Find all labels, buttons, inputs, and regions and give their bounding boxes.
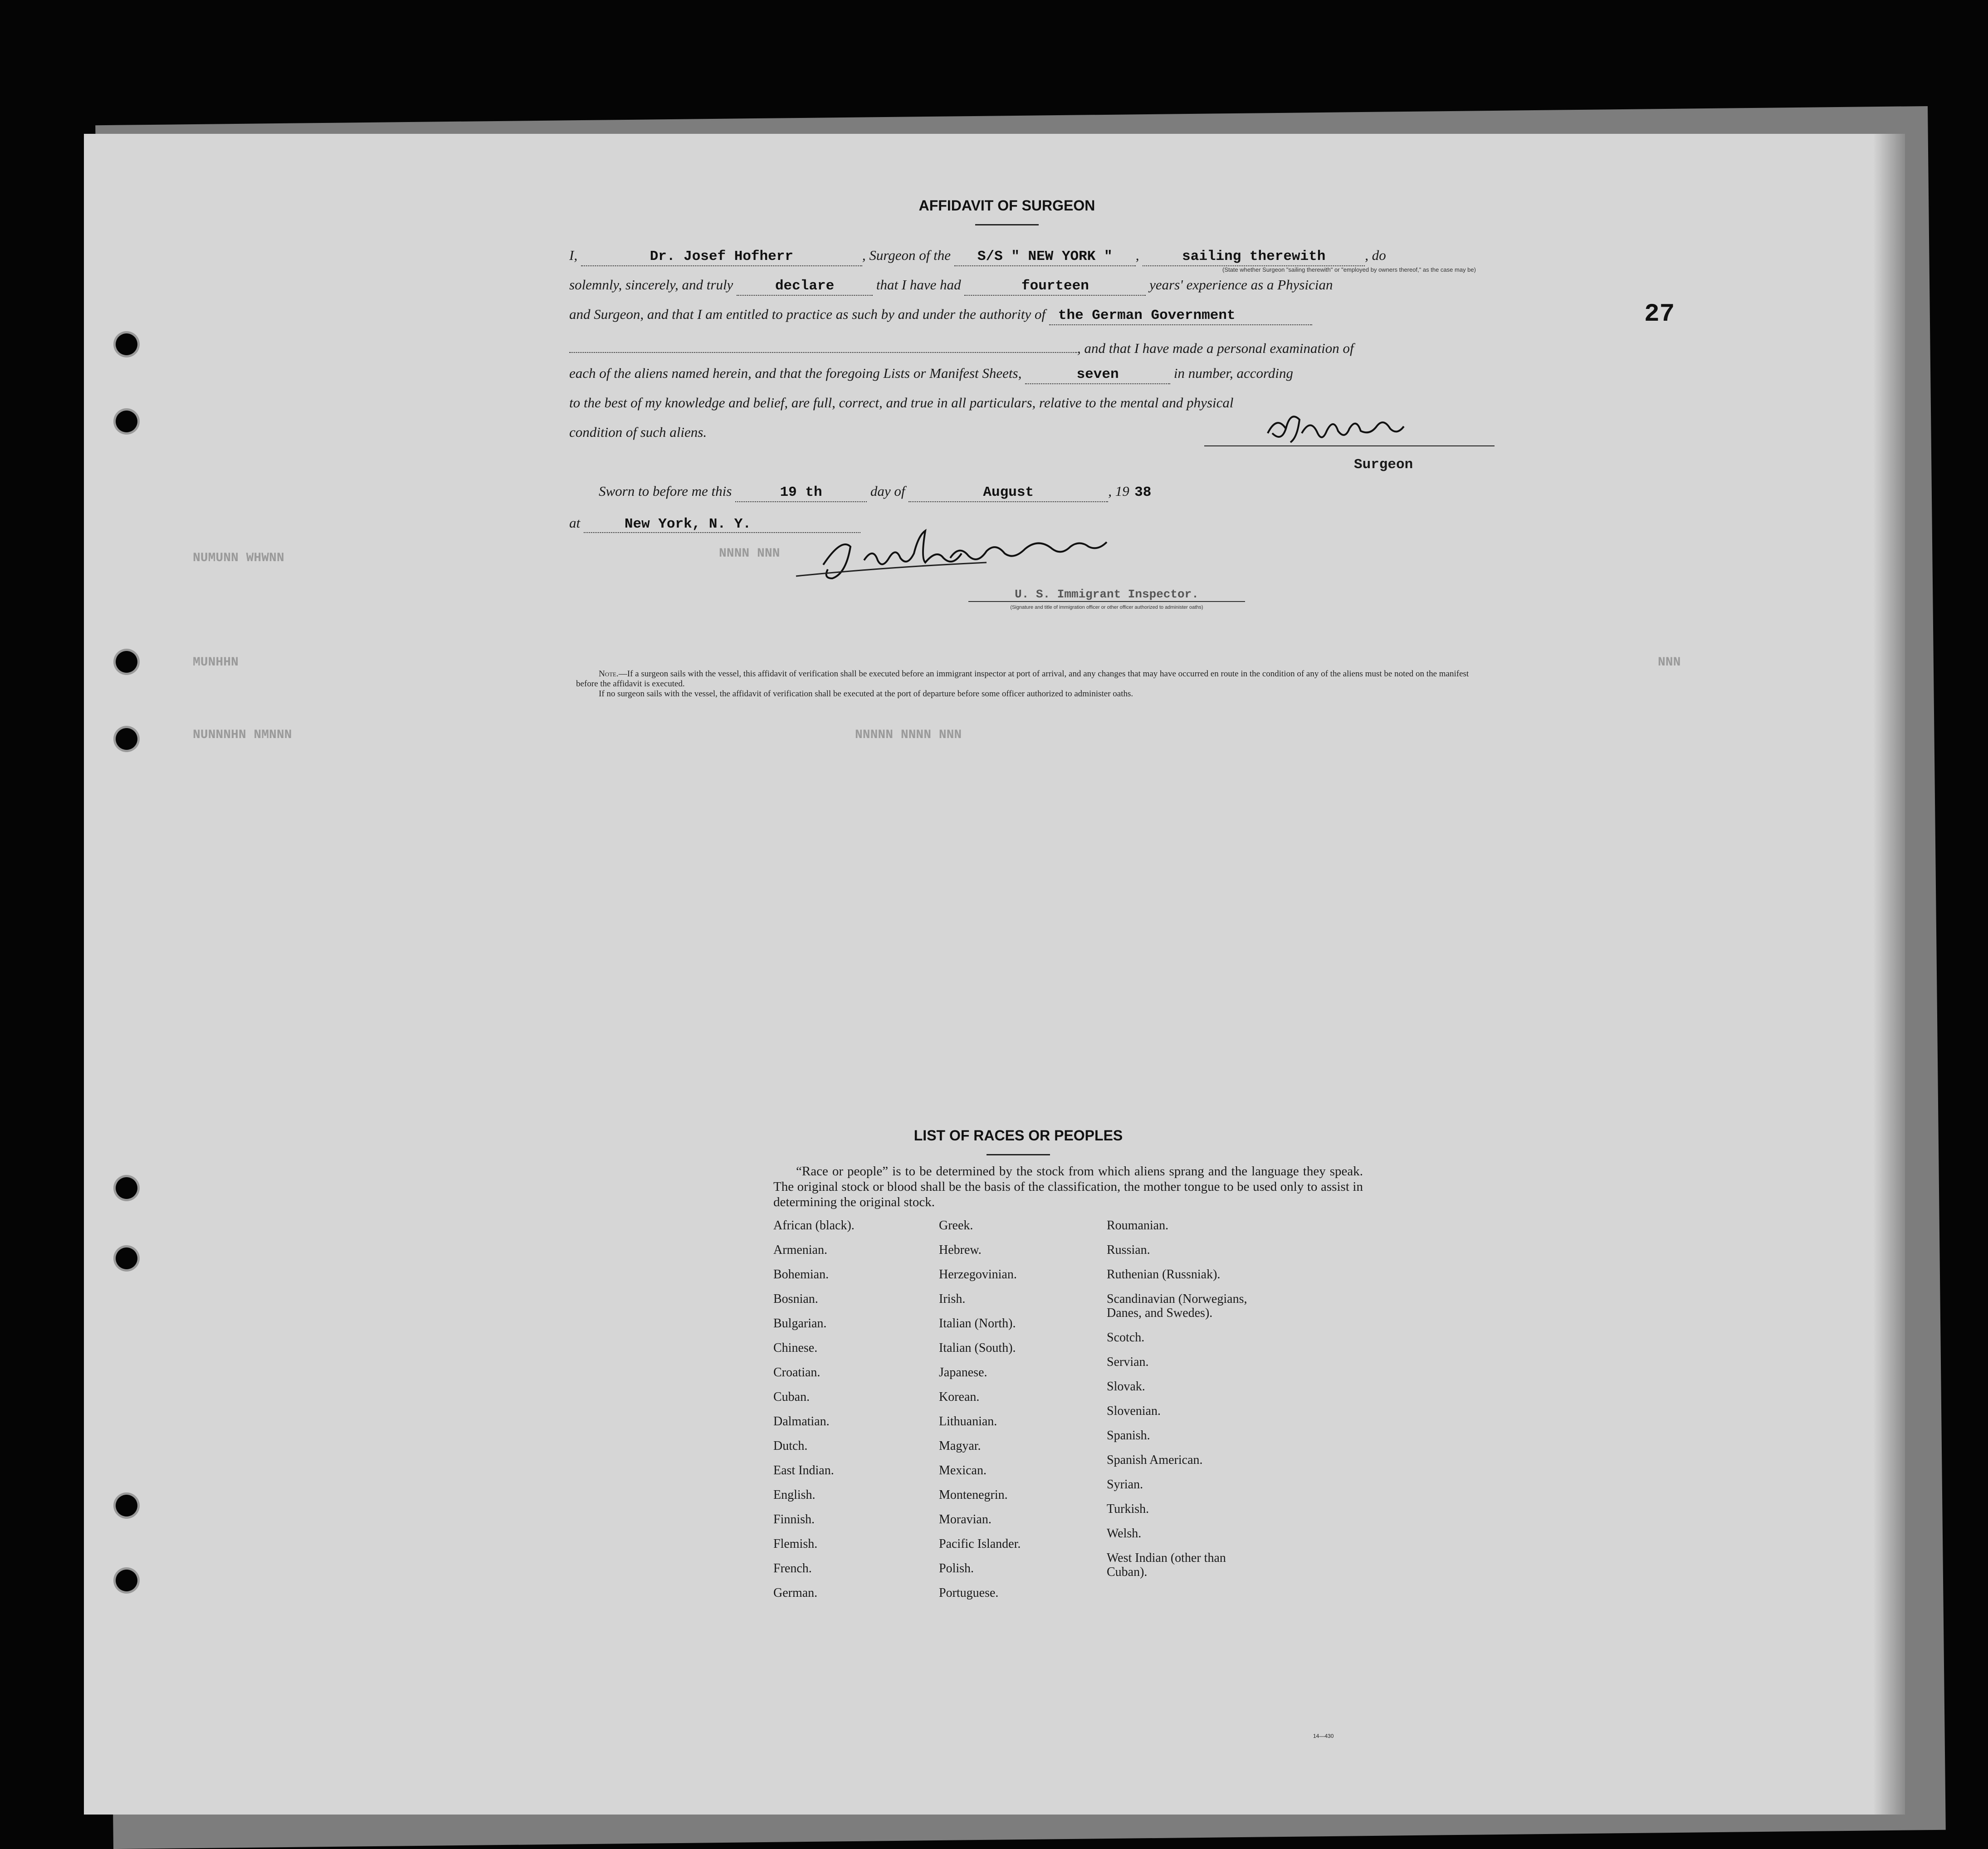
race-item: Bohemian. <box>773 1267 829 1282</box>
surgeon-name-field: Dr. Josef Hofherr <box>581 249 862 266</box>
text-pronoun: I, <box>569 247 578 263</box>
race-item: Italian (North). <box>939 1316 1016 1330</box>
binder-hole <box>116 411 137 432</box>
race-item: German. <box>773 1586 818 1600</box>
race-item: Japanese. <box>939 1365 987 1379</box>
text-at: at <box>569 515 581 531</box>
sworn-day-field: 19 th <box>735 485 867 502</box>
text-years-experience: years' experience as a Physician <box>1149 277 1333 293</box>
race-item: Pacific Islander. <box>939 1537 1021 1551</box>
race-item: Ruthenian (Russniak). <box>1107 1267 1221 1282</box>
text-sworn-to: Sworn to before me this <box>599 483 732 499</box>
race-item: Slovenian. <box>1107 1404 1161 1418</box>
race-item: Scandinavian (Norwegians, Danes, and Swedes). <box>1107 1292 1247 1320</box>
text-best-knowledge: to the best of my knowledge and belief, are full, correct, and true in all particulars, relative to the mental and physical <box>569 395 1234 411</box>
text-each-alien: each of the aliens named herein, and that the foregoing Lists or Manifest Sheets, <box>569 365 1022 381</box>
race-item: Dalmatian. <box>773 1414 830 1428</box>
text-and-surgeon: and Surgeon, and that I am entitled to practice as such by and under the authority of <box>569 306 1046 322</box>
years-count-field: fourteen <box>964 279 1146 296</box>
race-item: Slovak. <box>1107 1379 1145 1394</box>
race-item: Herzegovinian. <box>939 1267 1017 1282</box>
signature-caption: (Signature and title of immigration officer or other officer authorized to administer oaths) <box>1010 605 1203 610</box>
race-item: Flemish. <box>773 1537 818 1551</box>
race-item: Bosnian. <box>773 1292 818 1306</box>
note-text: —If a surgeon sails with the vessel, this affidavit of verification shall be executed before an immigrant inspector at port of arrival, and any changes that may have occurred en route in the condition of any of the aliens must be noted on the manifest before the affidavit is executed. <box>576 669 1469 689</box>
sworn-place-field: New York, N. Y. <box>584 517 860 533</box>
race-item: Croatian. <box>773 1365 821 1379</box>
note-text-2: If no surgeon sails with the vessel, the affidavit of verification shall be executed at the port of departure before some officer authorized to administer oaths. <box>599 689 1133 699</box>
race-item: Scotch. <box>1107 1330 1145 1345</box>
race-item: Roumanian. <box>1107 1218 1169 1233</box>
race-item: Turkish. <box>1107 1502 1149 1516</box>
text-comma: , <box>1365 247 1368 263</box>
race-item: French. <box>773 1561 812 1575</box>
binder-hole <box>116 333 137 355</box>
race-item: Servian. <box>1107 1355 1149 1369</box>
bleed-through-text: NUMUNN WHWNN <box>193 551 284 565</box>
manifest-page <box>84 134 1905 1815</box>
text-condition: condition of such aliens. <box>569 424 707 440</box>
affidavit-title: AFFIDAVIT OF SURGEON <box>871 197 1143 225</box>
race-item: Magyar. <box>939 1439 981 1453</box>
race-item: Moravian. <box>939 1512 992 1526</box>
sheets-count-field: seven <box>1025 367 1170 384</box>
sworn-year-field: 38 <box>1134 484 1152 500</box>
race-item: Montenegrin. <box>939 1488 1008 1502</box>
race-item: Italian (South). <box>939 1341 1016 1355</box>
race-item: English. <box>773 1488 816 1502</box>
text-year-prefix: , 19 <box>1108 483 1129 499</box>
races-columns <box>773 1213 1363 1622</box>
text-personal-exam: , and that I have made a personal examination of <box>1077 340 1354 356</box>
races-column-2 <box>939 1213 1093 1605</box>
sworn-month-field: August <box>909 485 1108 502</box>
bleed-through-text: NUNNNHN NMNNN <box>193 728 292 742</box>
binder-hole <box>116 1495 137 1516</box>
race-item: Chinese. <box>773 1341 818 1355</box>
inspector-title: U. S. Immigrant Inspector. <box>968 587 1245 602</box>
page-number: 27 <box>1644 299 1675 328</box>
race-item: Portuguese. <box>939 1586 999 1600</box>
race-item: West Indian (other than Cuban). <box>1107 1551 1226 1579</box>
affidavit-note <box>576 669 1492 699</box>
race-item: Dutch. <box>773 1439 808 1453</box>
declare-field: declare <box>737 279 873 296</box>
race-item: Korean. <box>939 1390 980 1404</box>
race-item: African (black). <box>773 1218 855 1233</box>
race-item: Cuban. <box>773 1390 810 1404</box>
race-item: Spanish. <box>1107 1428 1150 1443</box>
surgeon-signature <box>1204 406 1495 456</box>
race-item: Syrian. <box>1107 1477 1143 1492</box>
races-title: LIST OF RACES OR PEOPLES <box>882 1127 1154 1155</box>
binder-hole <box>116 1247 137 1269</box>
note-lead: Note. <box>599 669 619 679</box>
authority-continued-field <box>569 336 1077 353</box>
text-in-number: in number, according <box>1173 365 1294 381</box>
text-do: do <box>1372 247 1386 263</box>
vessel-field: S/S " NEW YORK " <box>954 249 1136 266</box>
text-comma: , <box>1135 247 1139 263</box>
sailing-status-note: (State whether Surgeon "sailing therewith" or "employed by owners thereof," as the case may be) <box>1222 266 1476 273</box>
text-that-i-have-had: that I have had <box>876 277 961 293</box>
text-surgeon-of-the: , Surgeon of the <box>862 247 951 263</box>
binder-hole <box>116 1177 137 1199</box>
authority-field: the German Government <box>1049 308 1312 325</box>
race-item: Polish. <box>939 1561 974 1575</box>
race-item: Armenian. <box>773 1243 827 1257</box>
bleed-through-text: NNNNN NNNN NNN <box>855 728 962 742</box>
races-intro: “Race or people” is to be determined by the stock from which aliens sprang and the language they speak. The original stock or blood shall be the basis of the classification, the mother tongue to be used only to assist in determining the original stock. <box>773 1164 1363 1209</box>
race-item: Mexican. <box>939 1463 987 1477</box>
race-item: Greek. <box>939 1218 973 1233</box>
races-column-3 <box>1107 1213 1261 1585</box>
race-item: Bulgarian. <box>773 1316 827 1330</box>
race-item: Irish. <box>939 1292 966 1306</box>
race-item: Lithuanian. <box>939 1414 997 1428</box>
form-number: 14—430 <box>1313 1733 1334 1739</box>
race-item: East Indian. <box>773 1463 834 1477</box>
binder-hole <box>116 1570 137 1591</box>
race-item: Finnish. <box>773 1512 815 1526</box>
binder-hole <box>116 651 137 673</box>
text-day-of: day of <box>870 483 905 499</box>
races-section <box>773 1164 1363 1622</box>
sailing-status-field: sailing therewith <box>1143 249 1365 266</box>
bleed-through-text: NNN <box>1658 655 1681 670</box>
text-solemnly: solemnly, sincerely, and truly <box>569 277 733 293</box>
race-item: Russian. <box>1107 1243 1150 1257</box>
bleed-through-text: MUNHHN <box>193 655 239 670</box>
inspector-signature <box>769 528 1177 592</box>
binder-hole <box>116 728 137 750</box>
races-column-1 <box>773 1213 918 1605</box>
surgeon-label: Surgeon <box>1354 457 1413 473</box>
race-item: Hebrew. <box>939 1243 982 1257</box>
bleed-through-text: NNNN NNN <box>719 547 780 561</box>
race-item: Spanish American. <box>1107 1453 1203 1467</box>
race-item: Welsh. <box>1107 1526 1142 1541</box>
